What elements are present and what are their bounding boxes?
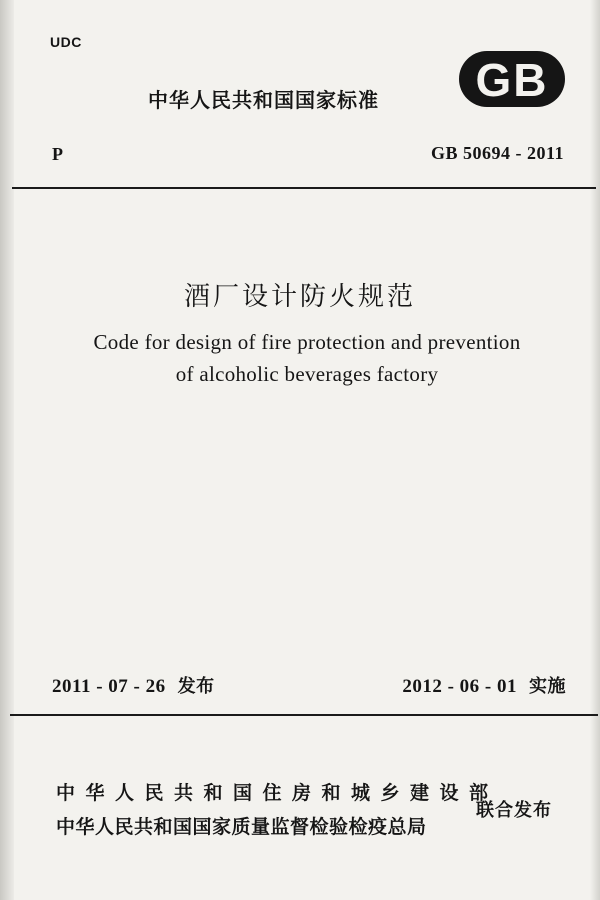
gb-logo-icon [458,50,566,108]
standard-number: GB 50694 - 2011 [430,143,564,163]
standard-type-heading: 中华人民共和国国家标准 [148,88,379,112]
implementation-date: 2012 - 06 - 01 [402,676,517,697]
title-chinese: 酒厂设计防火规范 [183,282,416,312]
implementation-date-block [402,672,566,698]
issuer-aqsiq: 中华人民共和国国家质量监督检验检疫总局 [56,816,427,838]
category-code: P [52,144,63,164]
title-english-line-2: of alcoholic beverages factory [175,362,439,386]
gb-logo-text: GB [475,54,549,106]
scan-edge-shadow-left [0,0,14,900]
issuer-ministry-housing: 中华人民共和国住房和城乡建设部 [56,782,499,804]
title-english-line-1: Code for design of fire protection and prevention [93,330,521,354]
header-divider [12,187,596,189]
footer-divider [10,714,598,716]
issue-date: 2011 - 07 - 26 [52,676,166,697]
issue-label: 发布 [177,676,215,697]
issue-date-block [52,672,215,698]
udc-label: UDC [50,34,82,50]
implementation-label: 实施 [529,676,566,697]
joint-issue-label: 联合发布 [476,800,552,821]
scan-edge-shadow-right [590,0,600,900]
